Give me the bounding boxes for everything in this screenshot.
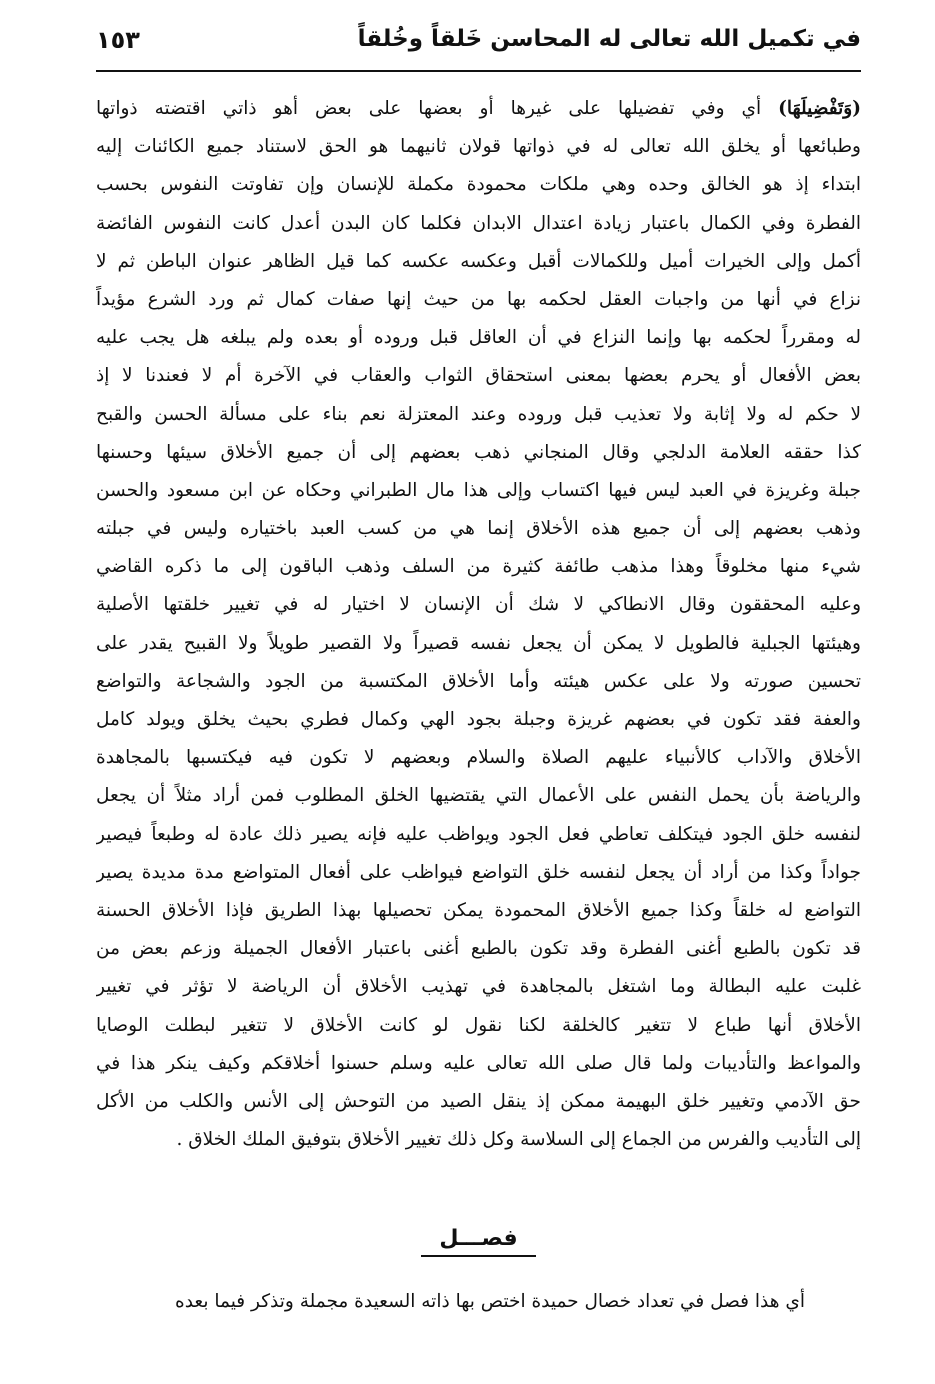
text-line: تحسين صورته ولا على عكس هيئته وأما الأخلاق المكتسبة من الجود والشجاعة والتواضع (96, 670, 861, 692)
text-line: نزاع في أنها من واجبات العقل لحكمه بها من حيث إنها صفات كمال ثم ورد الشرع مؤيداً (96, 288, 861, 310)
text-line: وذهب بعضهم إلى أن جميع هذه الأخلاق إنما هي من كسب العبد باختياره وليس في جبلته (96, 518, 861, 540)
text-line (96, 90, 861, 128)
text-line: لا حكم له ولا إثابة ولا تعذيب قبل وروده وعند المعتزلة نعم بناء على مسألة الحسن والقبح (96, 403, 861, 425)
chapter-title: في تكميل الله تعالى له المحاسن خَلقاً وخُلقاً (357, 26, 861, 52)
text-line: شيء منها مخلوقاً وهذا مذهب طائفة كثيرة من السلف وذهب الباقون إلى ما ذكره القاضي (96, 556, 861, 578)
text-line: وهيئتها الجبلية فالطويل لا يمكن أن يجعل نفسه قصيراً ولا القصير طويلاً ولا القبيح يقدر على (96, 632, 861, 654)
text-line: جواداً وكذا من أراد أن يجعل لنفسه خلق التواضع فيواظب على أفعال المتواضع مدة مديدة يصير (96, 861, 861, 883)
text-line: حق الآدمي وتغيير خلق البهيمة ممكن إذ ينقل الصيد من التوحش إلى الأنس والكلب من الأكل (96, 1090, 861, 1112)
text-line: ابتداء إذ هو الخالق وحده وهي ملكات محمودة مكملة للإنسان وإن تفاوتت النفوس بحسب (96, 174, 861, 196)
text-line: الأخلاق والآداب كالأنبياء عليهم الصلاة والسلام وبعضهم لا تكون فيه فيكتسبها بالمجاهدة (96, 747, 861, 769)
lead-term: (وَتَفْضِيلَهَا) (778, 98, 861, 119)
page-number: ١٥٣ (96, 26, 140, 54)
section-heading (96, 1226, 861, 1266)
text-line: وعليه المحققون وقال الانطاكي لا شك أن الإنسان لا اختيار له في تغيير خلقتها الأصلية (96, 594, 861, 616)
text-line: وطبائعها أو يخلق الله تعالى له في ذواتها قولان ثانيهما هو الحق لاستناد جميع الكائنات إليه (96, 136, 861, 158)
text-line: والرياضة بأن يحمل النفس على الأعمال التي يقتضيها الخلق المطلوب فمن أراد مثلاً أن يجعل (96, 785, 861, 807)
text-line: التواضع له خلقاً وكذا جميع الأخلاق المحمودة يمكن تحصيلها بهذا الطريق فإذا الأخلاق الحسنة (96, 899, 861, 921)
text-line: والمواعظ والتأديبات ولما قال صلى الله تعالى عليه وسلم حسنوا أخلاقكم وكيف ينكر هذا في (96, 1052, 861, 1074)
text-line: بعض الأفعال أو يحرم بعضها بمعنى استحقاق الثواب والعقاب في الآخرة أم لا فعندنا لا إذ (96, 365, 861, 387)
text-line: والعفة فقد تكون في بعضهم غريزة وجبلة بجود الهي وكمال فطري بحيث يخلق ويولد كامل (96, 709, 861, 730)
text-line-content: أي وفي تفضيلها على غيرها أو بعضها على بعض أهو ذاتي اقتضته ذواتها (96, 98, 762, 119)
section-first-line: أي هذا فصل في تعداد خصال حميدة اختص بها ذاته السعيدة مجملة وتذكر فيما بعده (175, 1291, 805, 1312)
text-line: له ومقرراً لحكمه بها وإنما النزاع في أن العاقل قبل وروده أو بعده ولم يبلغه هل يجب عليه (96, 327, 861, 349)
section-heading-label: فصـــل (421, 1226, 535, 1257)
text-line: الأخلاق أنها طباع لا تتغير كالخلقة لكنا نقول لو كانت الأخلاق لا تتغير لبطلت الوصايا (96, 1014, 861, 1036)
header-rule (96, 70, 861, 72)
text-line: كذا حققه العلامة الدلجي وقال المنجاني ذهب بعضهم إلى أن جميع الأخلاق سيئها وحسنها (96, 441, 861, 463)
running-header (96, 24, 861, 68)
main-text (96, 90, 861, 1159)
text-line: إلى التأديب والفرس من الجماع إلى السلاسة وكل ذلك تغيير الأخلاق بتوفيق الملك الخلاق . (176, 1129, 861, 1151)
text-line: لنفسه خلق الجود فيتكلف تعاطي فعل الجود ويواظب عليه فإنه يصير ذلك عادة له وطبعاً فيصير (96, 823, 861, 845)
text-line: قد تكون بالطبع أغنى الفطرة وقد تكون بالطبع أغنى باعتبار الأفعال الجميلة وزعم بعض من (96, 938, 861, 960)
text-line: الفطرة وفي الكمال باعتبار زيادة اعتدال الابدان فكلما كان البدن أعدل كانت النفوس الفائضة (96, 212, 861, 234)
text-line: جبلة وغريزة في العبد ليس فيها اكتساب وإلى هذا مال الطبراني وحكاه عن ابن مسعود والحسن (96, 479, 861, 501)
text-line: أكمل وإلى الخيرات أميل وللكمالات أقبل وعكسه عكسه كما قيل الظاهر عنوان الباطن ثم لا (96, 250, 861, 272)
text-line: غلبت عليه البطالة وما اشتغل بالمجاهدة في تهذيب الأخلاق أن الرياضة لا تؤثر في تغيير (96, 976, 861, 998)
